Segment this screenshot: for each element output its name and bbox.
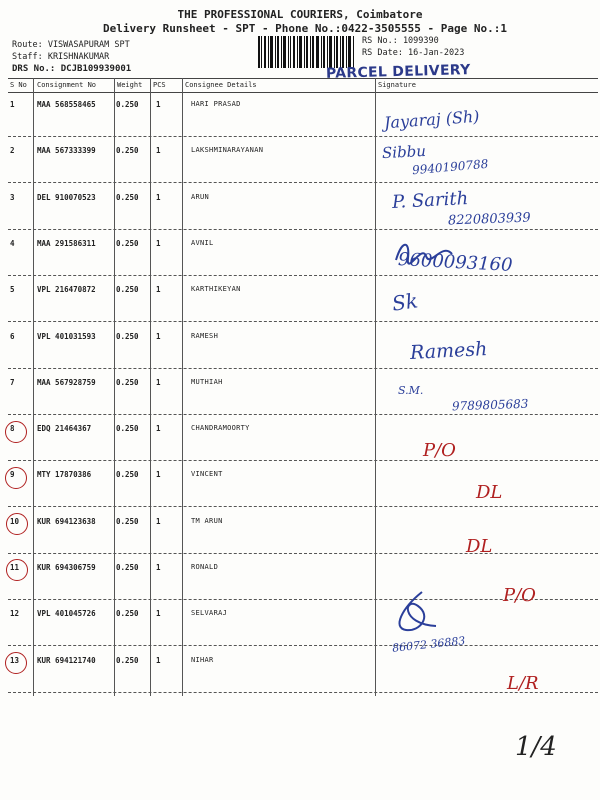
cell-consignee: RONALD [191, 563, 219, 571]
col-header-signature: Signature [378, 81, 416, 89]
cell-weight: 0.250 [116, 609, 139, 619]
row-divider [8, 368, 598, 369]
cell-weight: 0.250 [116, 238, 139, 248]
cell-consignment-no: MAA 568558465 [37, 100, 96, 109]
cell-consignment-no: KUR 694121740 [37, 655, 96, 665]
barcode [258, 36, 356, 68]
cell-consignee: ARUN [191, 192, 210, 201]
red-circle-row-13 [5, 652, 27, 674]
row-divider [8, 506, 598, 507]
cell-consignee: RAMESH [191, 331, 219, 340]
cell-consignment-no: VPL 216470872 [37, 285, 96, 295]
cell-weight: 0.250 [116, 192, 139, 202]
signature-row-2: Sibbu [381, 141, 427, 163]
red-circle-row-10 [6, 513, 28, 535]
company-title: THE PROFESSIONAL COURIERS, Coimbatore [177, 8, 423, 21]
cell-weight: 0.250 [116, 331, 139, 341]
cell-consignee: LAKSHMINARAYANAN [191, 146, 264, 155]
cell-consignment-no: MAA 567928759 [37, 377, 96, 387]
row-divider [8, 229, 598, 230]
col-header-consignment: Consignment No [37, 81, 97, 89]
cell-consignee: KARTHIKEYAN [191, 285, 241, 294]
col-divider [375, 78, 376, 696]
cell-sno: 12 [10, 609, 20, 619]
cell-pcs: 1 [156, 563, 161, 572]
cell-consignee: MUTHIAH [191, 377, 223, 386]
col-header-weight: Weight [117, 81, 143, 89]
cell-pcs: 1 [156, 192, 161, 202]
rs-date: RS Date: 16-Jan-2023 [362, 48, 465, 58]
cell-consignment-no: KUR 694123638 [37, 516, 96, 526]
runsheet-info-right [362, 35, 464, 59]
phone-row-12: 86072 36883 [391, 634, 466, 655]
runsheet-info-left [12, 39, 131, 75]
row-divider [8, 553, 598, 554]
cell-pcs: 1 [156, 424, 161, 434]
cell-consignee: SELVARAJ [191, 609, 228, 618]
signature-row-7: S.M. [398, 384, 424, 397]
staff-label: Staff: KRISHNAKUMAR [12, 52, 110, 62]
cell-pcs: 1 [156, 609, 161, 619]
cell-sno: 5 [10, 285, 15, 295]
cell-sno: 6 [10, 331, 15, 341]
cell-sno: 1 [10, 100, 15, 109]
col-header-pcs: PCS [153, 81, 166, 89]
row-divider [8, 136, 598, 137]
row-divider [8, 645, 598, 646]
cell-consignment-no: MAA 291586311 [37, 238, 96, 248]
cell-consignment-no: KUR 694306759 [37, 563, 96, 572]
cell-pcs: 1 [156, 285, 161, 295]
cell-sno: 8 [10, 424, 15, 434]
phone-row-7: 9789805683 [451, 396, 529, 414]
cell-consignee: AVNIL [191, 238, 214, 247]
red-circle-row-11 [6, 559, 28, 581]
col-divider [33, 78, 34, 696]
cell-consignee: HARI PRASAD [191, 100, 241, 108]
parcel-delivery-stamp: PARCEL DELIVERY [325, 62, 471, 82]
status-mark-row-11: P/O [503, 585, 536, 606]
cell-pcs: 1 [156, 100, 161, 109]
phone-row-2: 9940190788 [411, 156, 489, 178]
red-circle-row-8 [5, 421, 27, 443]
table-header-rule [8, 92, 598, 93]
cell-weight: 0.250 [116, 655, 139, 665]
status-mark-row-13: L/R [507, 673, 539, 694]
cell-weight: 0.250 [116, 377, 139, 387]
cell-sno: 11 [10, 563, 20, 572]
cell-consignment-no: VPL 401045726 [37, 609, 96, 619]
cell-weight: 0.250 [116, 516, 139, 526]
cell-sno: 13 [10, 655, 20, 665]
cell-consignment-no: VPL 401031593 [37, 331, 96, 341]
col-header-consignee: Consignee Details [185, 81, 257, 89]
cell-sno: 7 [10, 377, 15, 387]
cell-sno: 10 [10, 516, 20, 526]
cell-pcs: 1 [156, 516, 161, 526]
cell-pcs: 1 [156, 331, 161, 341]
row-divider [8, 321, 598, 322]
cell-weight: 0.250 [116, 285, 139, 295]
cell-consignment-no: MTY 17870386 [37, 470, 92, 480]
cell-pcs: 1 [156, 655, 161, 665]
cell-consignee: VINCENT [191, 470, 223, 479]
route-label: Route: VISWASAPURAM SPT [12, 40, 130, 50]
cell-weight: 0.250 [116, 424, 139, 434]
drs-number: DRS No.: DCJB109939001 [12, 64, 132, 74]
signature-row-3: P. Sarith [391, 188, 469, 213]
status-mark-row-8: P/O [423, 440, 456, 461]
cell-weight: 0.250 [116, 146, 139, 156]
cell-pcs: 1 [156, 238, 161, 248]
cell-weight: 0.250 [116, 563, 139, 572]
phone-row-3: 8220803939 [447, 210, 531, 229]
row-divider [8, 182, 598, 183]
cell-weight: 0.250 [116, 100, 139, 109]
status-mark-row-9: DL [476, 482, 503, 503]
cell-pcs: 1 [156, 146, 161, 156]
col-header-sno: S No [10, 81, 27, 89]
page-count-note: 1/4 [515, 732, 557, 762]
signature-row-1: Jayaraj (Sh) [383, 106, 481, 133]
col-divider [182, 78, 183, 696]
cell-sno: 3 [10, 192, 15, 202]
cell-consignee: NIHAR [191, 655, 214, 664]
cell-weight: 0.250 [116, 470, 139, 480]
table-top-rule [8, 78, 598, 79]
cell-consignment-no: EDQ 21464367 [37, 424, 92, 434]
runsheet-subtitle: Delivery Runsheet - SPT - Phone No.:0422-3505555 - Page No.:1 [103, 22, 507, 35]
cell-pcs: 1 [156, 470, 161, 480]
cell-sno: 9 [10, 470, 15, 480]
cell-consignee: CHANDRAMOORTY [191, 424, 250, 433]
phone-row-4: 9600093160 [397, 249, 514, 276]
cell-consignment-no: DEL 910070523 [37, 192, 96, 202]
signature-row-5: Sk [390, 288, 420, 316]
rs-number: RS No.: 1099390 [362, 36, 439, 46]
signature-row-12-scrawl [392, 588, 452, 638]
row-divider [8, 414, 598, 415]
col-divider [114, 78, 115, 696]
red-circle-row-9 [5, 467, 27, 489]
cell-sno: 4 [10, 238, 15, 248]
cell-consignment-no: MAA 567333399 [37, 146, 96, 156]
row-divider [8, 460, 598, 461]
cell-consignee: TM ARUN [191, 516, 223, 525]
cell-pcs: 1 [156, 377, 161, 387]
signature-row-4-scrawl [392, 236, 462, 268]
status-mark-row-10: DL [466, 536, 493, 557]
signature-row-6: Ramesh [409, 337, 488, 365]
cell-sno: 2 [10, 146, 15, 156]
col-divider [150, 78, 151, 696]
